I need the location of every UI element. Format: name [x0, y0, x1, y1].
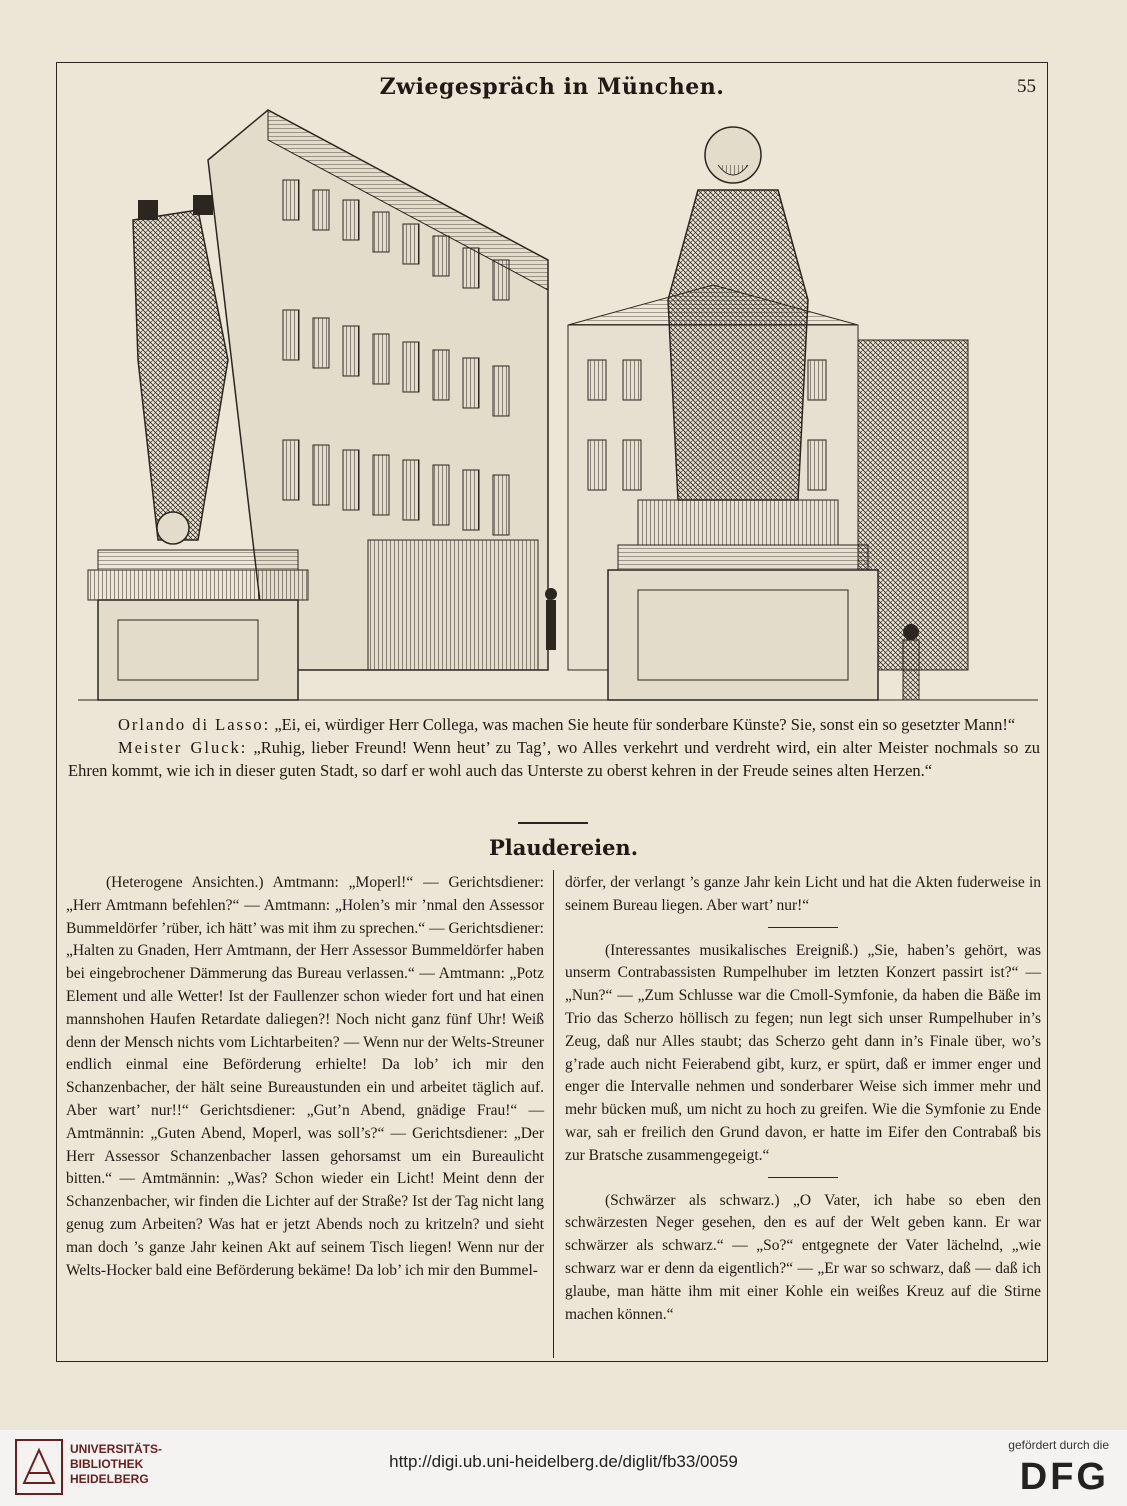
- caption-paragraph: [68, 736, 1040, 782]
- column-paragraph: (Heterogene Ansichten.) Amtmann: „Moperl!“ — Gerichtsdiener: „Herr Amtmann befehlen?“ — Amtmann: „Holen’s mir ’nmal den Assessor Bummeldörfer ’rüber, ich hätt’ was mit ihm zu sprechen.“ — Gerichtsdiener: „Halten zu Gnaden, Herr Amtmann, der Herr Assessor Bummeldörfer haben bei eingebrochener Dämmerung das Bureau verlassen.“ — Amtmann: „Potz Element und alle Wetter! Ist der Faullenzer schon wieder fort und hat einen mannshohen Haufen Retardate daliegen?! Noch nicht ganz fünf Uhr! Weiß denn der Mensch nichts vom Lichtarbeiten? — Wenn nur der Welts-Streuner endlich einmal eine Beförderung erhielte! Da lob’ ich mir den Schanzenbacher, der hält seine Bureaustunden ein und arbeitet täglich auf. Aber wart’ nur!!“ Gerichtsdiener: „Gut’n Abend, gnädige Frau!“ — Amtmännin: „Guten Abend, Moperl, was soll’s?“ — Gerichtsdiener: „Der Herr Assessor Schanzenbacher lassen gehorsamst um ein Bureaulicht bitten.“ — Amtmännin: „Was? Schon wieder ein Licht! Meint denn der Schanzenbacher, wir finden die Lichter auf der Straße? Ist der Tag nicht lang genug zum Arbeiten? Was hat er jetzt Abends noch zu kritzeln? und sieht man doch ’s ganze Jahr keinen Akt auf seinem Tisch liegen! Wenn nur der Welts-Hocker bald eine Beförderung bekäme! Da lob’ ich mir den Bummel-: [66, 874, 544, 1279]
- page-number: 55: [1017, 76, 1036, 97]
- dfg-logo: DFG: [1019, 1456, 1109, 1498]
- engraving-illustration: [78, 100, 1038, 705]
- column-paragraph: dörfer, der verlangt ’s ganze Jahr kein Licht und hat die Akten fuderweise in seinem Bureau liegen. Aber wart’ nur!“: [565, 874, 1041, 914]
- caption-speaker: Orlando di Lasso:: [118, 715, 271, 734]
- page-header: [56, 70, 1048, 104]
- paragraph-rule: [768, 927, 838, 928]
- column-paragraph: (Interessantes musikalisches Ereigniß.) „Sie, haben’s gehört, was unserm Contrabassisten Rumpelhuber im letzten Konzert passirt ist?“ — „Nun?“ — „Zum Schlusse war die Cmoll-Symfonie, da haben die Bäße im Trio das Scherzo höllisch zu fegen; nun legt sich unser Rumpelhuber in’s Zeug, daß nur Alles staubt; das Scherzo geht dann in’s Finale über, wo’s g’rade auch nicht Feierabend gibt, kurz, er spürt, daß er immer enger und enger die Intervalle nehmen und sonderbarer Weise sich immer mehr und mehr bücken muß, um nicht zu hoch zu greifen. Wie die Symfonie zu Ende war, sah er freilich den Grund davon, er hatte im Eifer den Contrabaß bis zur Bratsche zusammengegeigt.“: [565, 941, 1041, 1164]
- funded-by-label: gefördert durch die: [1008, 1438, 1109, 1452]
- permalink-url[interactable]: http://digi.ub.uni-heidelberg.de/diglit/fb33/0059: [389, 1452, 738, 1471]
- page-title: Zwiegespräch in München.: [379, 74, 725, 100]
- caption-text: „Ruhig, lieber Freund! Wenn heut’ zu Tag’, wo Alles verkehrt und verdreht wird, ein alter Meister nochmals so zu Ehren kommt, wie ich in dieser guten Stadt, so darf er wohl auch das Unterste zu oberst kehren in der Freude seines alten Herzen.“: [68, 738, 1041, 780]
- paragraph-rule: [768, 1177, 838, 1178]
- section-title: Plaudereien.: [488, 835, 639, 860]
- library-line: BIBLIOTHEK: [70, 1457, 144, 1471]
- viewer-footer: [0, 1430, 1127, 1506]
- right-column: [565, 872, 1041, 1326]
- illustration-caption: [68, 713, 1040, 782]
- caption-paragraph: [68, 713, 1040, 736]
- library-line: HEIDELBERG: [70, 1472, 149, 1486]
- section-rule: [518, 822, 588, 824]
- column-paragraph: (Schwärzer als schwarz.) „O Vater, ich habe so eben den schwärzesten Neger gesehen, den es auf der Welt geben kann. Er war schwärzer als schwarz.“ — „So?“ entgegnete der Vater lächelnd, „wie schwarz war er denn da eigentlich?“ — „Er war so schwarz, daß — daß ich glaube, man hätte ihm mit einer Kohle ein weißes Kreuz auf die Stirne machen können.“: [565, 1191, 1041, 1323]
- caption-text: „Ei, ei, würdiger Herr Collega, was machen Sie heute für sonderbare Künste? Sie, sonst ein so gesetzter Mann!“: [274, 715, 1016, 734]
- caption-speaker: Meister Gluck:: [118, 738, 248, 757]
- left-column: [66, 872, 544, 1282]
- column-divider: [553, 870, 554, 1358]
- library-line: UNIVERSITÄTS-: [70, 1442, 163, 1456]
